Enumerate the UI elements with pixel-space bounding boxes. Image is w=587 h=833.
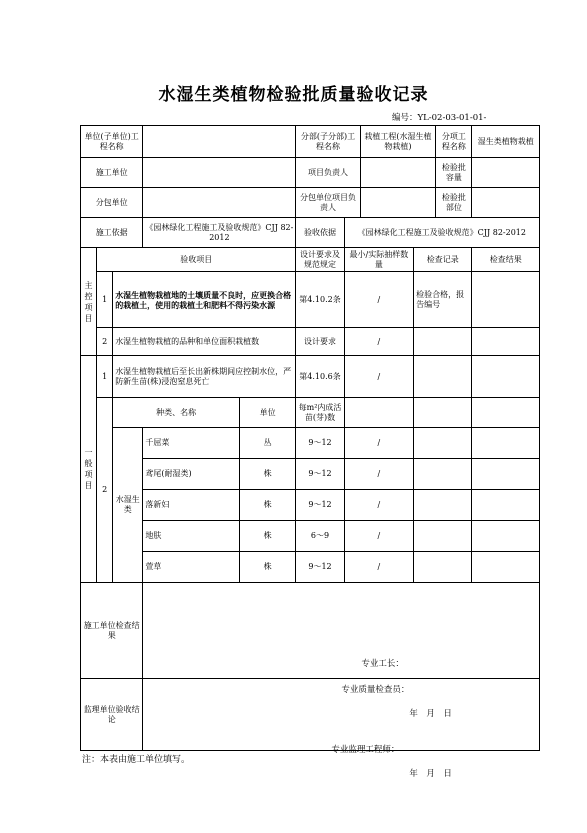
subcontractor-value[interactable] (143, 188, 296, 218)
plant-sample: / (344, 490, 413, 521)
unit-value[interactable] (143, 126, 296, 158)
plant-result[interactable] (472, 459, 540, 490)
plant-result[interactable] (472, 490, 540, 521)
plant-name: 萱草 (143, 552, 240, 583)
general-row-1-sample: / (344, 356, 413, 398)
plant-name: 落新妇 (143, 490, 240, 521)
pm-label: 项目负责人 (296, 158, 360, 188)
subitem-label: 分项工程名称 (436, 126, 472, 158)
batch-capacity-value[interactable] (472, 158, 540, 188)
acceptance-basis-label: 验收依据 (296, 218, 344, 248)
plant-unit: 株 (239, 459, 295, 490)
plant-count: 9～12 (296, 459, 344, 490)
plant-record[interactable] (414, 490, 472, 521)
plant-name: 地肤 (143, 521, 240, 552)
construction-check-label: 施工单位检查结果 (81, 583, 143, 679)
col-requirement-header: 设计要求及规范规定 (296, 248, 344, 272)
sub-header-sample (344, 398, 413, 428)
foreman-label: 专业工长： (361, 658, 404, 669)
plant-name: 千屈菜 (143, 428, 240, 459)
plant-count: 9～12 (296, 490, 344, 521)
plant-result[interactable] (472, 552, 540, 583)
plant-sample: / (344, 521, 413, 552)
plant-sample: / (344, 459, 413, 490)
main-row-2-req: 设计要求 (296, 328, 344, 356)
col-item-header: 验收项目 (97, 248, 296, 272)
col-sampling-header: 最小/实际抽样数量 (344, 248, 413, 272)
main-row-2-sample: / (344, 328, 413, 356)
plant-count: 9～12 (296, 428, 344, 459)
form-title: 水湿生类植物检验批质量验收记录 (158, 85, 429, 105)
general-row-1-text: 水湿生植物栽植后至长出新株期间应控制水位，严防新生苗(株)浸泡窒息死亡 (113, 356, 296, 398)
batch-part-label: 检验批部位 (436, 188, 472, 218)
form-code: 编号：YL-02-03-01-01- (392, 113, 487, 123)
plant-sample: / (344, 552, 413, 583)
unit-label: 单位(子单位)工程名称 (81, 126, 143, 158)
col-record-header: 检查记录 (414, 248, 472, 272)
main-row-1-no: 1 (97, 272, 113, 328)
plant-result[interactable] (472, 428, 540, 459)
basis-value: 《园林绿化工程施工及验收规范》CJJ 82-2012 (143, 218, 296, 248)
contractor-value[interactable] (143, 158, 296, 188)
plant-group-label: 水湿生类 (113, 428, 143, 583)
supervision-date: 年 月 日 (409, 768, 452, 779)
division-value: 栽植工程(水湿生植物栽植) (360, 126, 435, 158)
plant-result[interactable] (472, 521, 540, 552)
sub-header-count: 每m²内成活苗(芽)数 (296, 398, 344, 428)
main-row-1-req: 第4.10.2条 (296, 272, 344, 328)
plant-sample: / (344, 428, 413, 459)
main-row-2-result[interactable] (472, 328, 540, 356)
construction-check-area (143, 583, 540, 719)
sub-header-kind: 种类、名称 (113, 398, 240, 428)
general-items-label: 一般项目 (81, 356, 97, 583)
pm-value[interactable] (360, 158, 435, 188)
plant-count: 6～9 (296, 521, 344, 552)
plant-record[interactable] (414, 428, 472, 459)
contractor-label: 施工单位 (81, 158, 143, 188)
supervising-engineer-label: 专业监理工程师： (331, 744, 400, 755)
supervision-label: 监理单位验收结论 (81, 679, 143, 751)
sub-header-unit: 单位 (239, 398, 295, 428)
footnote: 注：本表由施工单位填写。 (82, 755, 191, 765)
main-row-1-sample: / (344, 272, 413, 328)
sub-header-result (472, 398, 540, 428)
batch-part-value[interactable] (472, 188, 540, 218)
plant-record[interactable] (414, 459, 472, 490)
main-row-1-record[interactable]: 检验合格，报告编号 (414, 272, 472, 328)
plant-unit: 株 (239, 521, 295, 552)
main-row-2-no: 2 (97, 328, 113, 356)
division-label: 分部(子分部)工程名称 (296, 126, 360, 158)
general-row-2-no: 2 (97, 398, 113, 583)
sub-pm-value[interactable] (360, 188, 435, 218)
main-row-2-record[interactable] (414, 328, 472, 356)
plant-record[interactable] (414, 552, 472, 583)
col-result-header: 检查结果 (472, 248, 540, 272)
quality-inspector-label: 专业质量检查员： (341, 684, 410, 695)
general-row-1-no: 1 (97, 356, 113, 398)
main-row-1-text: 水湿生植物栽植地的土壤质量不良时，应更换合格的栽植土，使用的栽植土和肥料不得污染水源 (113, 272, 296, 328)
plant-record[interactable] (414, 521, 472, 552)
general-row-1-result[interactable] (472, 356, 540, 398)
plant-name: 鸢尾(耐湿类) (143, 459, 240, 490)
batch-capacity-label: 检验批容量 (436, 158, 472, 188)
general-row-1-record[interactable] (414, 356, 472, 398)
sub-pm-label: 分包单位项目负责人 (296, 188, 360, 218)
main-items-label: 主控项目 (81, 248, 97, 356)
basis-label: 施工依据 (81, 218, 143, 248)
main-row-1-result[interactable] (472, 272, 540, 328)
sub-header-record (414, 398, 472, 428)
construction-date: 年 月 日 (409, 708, 452, 719)
subcontractor-label: 分包单位 (81, 188, 143, 218)
plant-unit: 株 (239, 552, 295, 583)
subitem-value: 湿生类植物栽植 (472, 126, 540, 158)
general-row-1-req: 第4.10.6条 (296, 356, 344, 398)
plant-unit: 株 (239, 490, 295, 521)
plant-count: 9～12 (296, 552, 344, 583)
main-row-2-text: 水湿生植物栽植的品种和单位面积栽植数 (113, 328, 296, 356)
acceptance-basis-value: 《园林绿化工程施工及验收规范》CJJ 82-2012 (344, 218, 539, 248)
plant-unit: 丛 (239, 428, 295, 459)
